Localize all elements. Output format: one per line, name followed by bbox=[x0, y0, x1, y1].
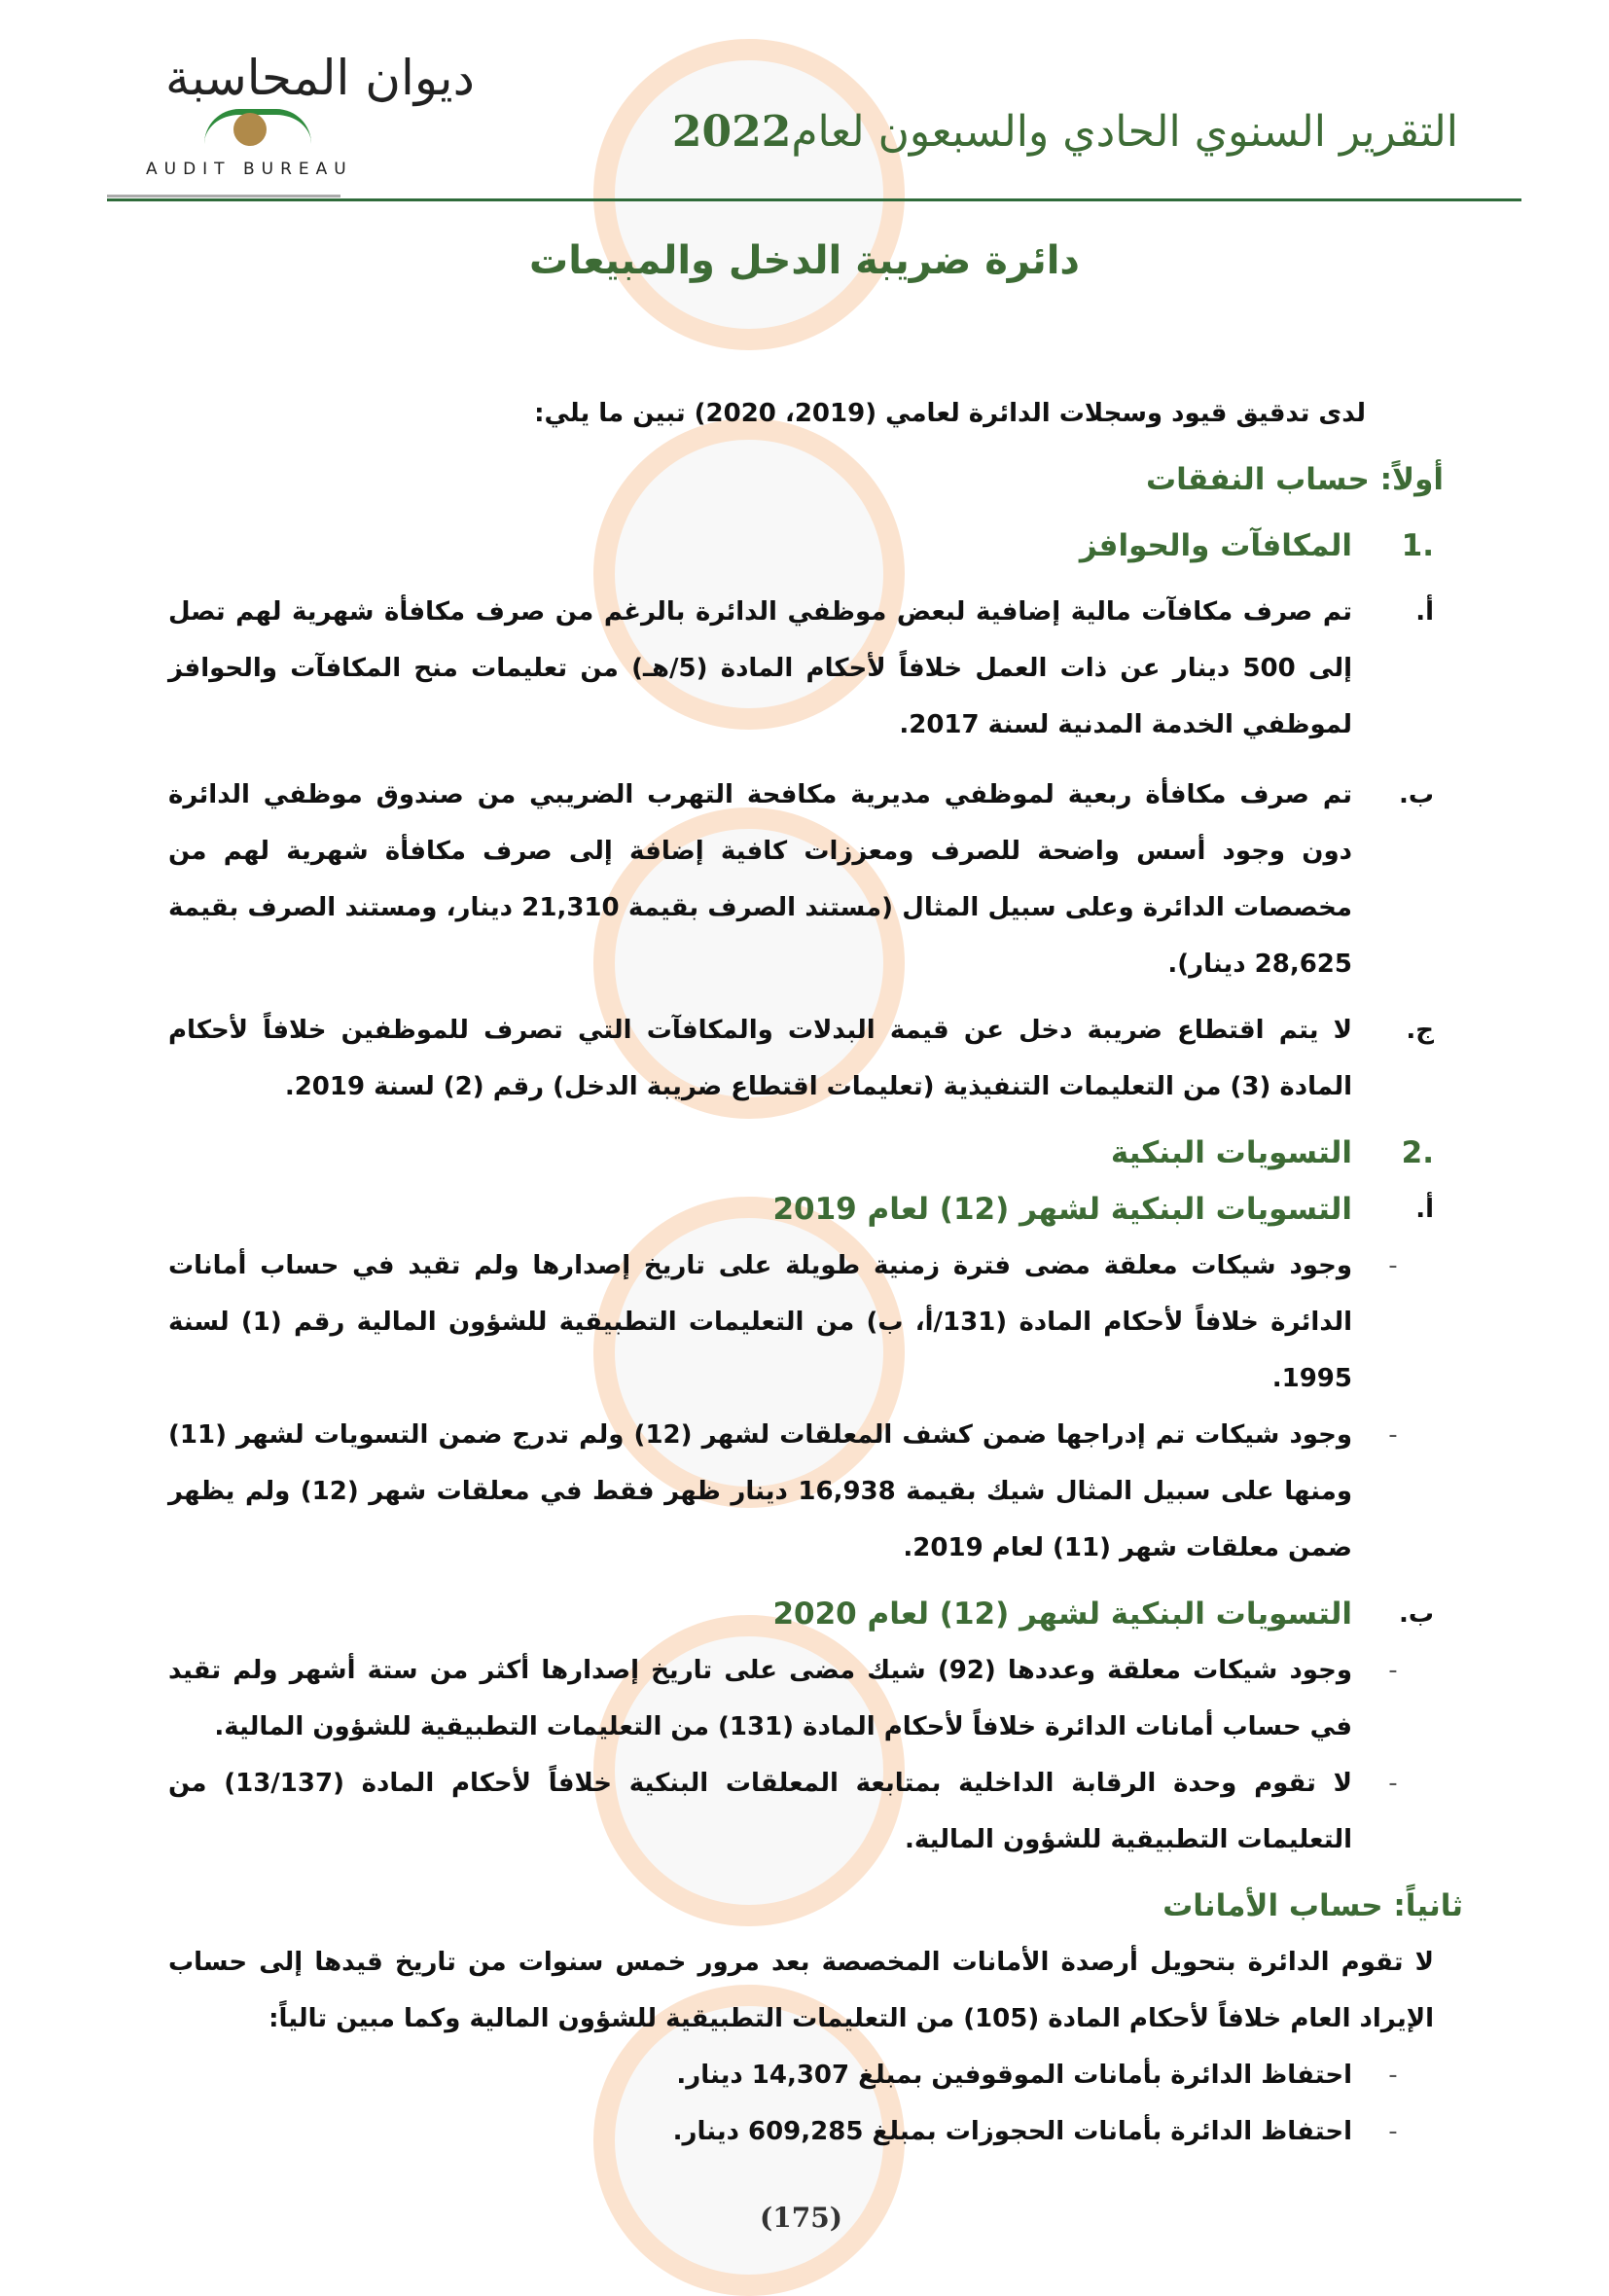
bullet-text: احتفاظ الدائرة بأمانات الموقوفين بمبلغ 14,307 دينار. bbox=[676, 2061, 1352, 2090]
section-title: دائرة ضريبة الدخل والمبيعات bbox=[529, 238, 1080, 283]
sub2-heading bbox=[168, 1125, 1434, 1181]
bullet-text: وجود شيكات معلقة مضى فترة زمنية طويلة على تاريخ إصدارها ولم تقيد في حساب أمانات الدائرة خلافاً لأحكام المادة (131/أ، ب) من التعليمات التطبيقية للشؤون المالية رقم (1) لسنة 1995. bbox=[168, 1251, 1353, 1393]
logo-seal bbox=[233, 113, 267, 146]
dash-marker: - bbox=[1388, 2061, 1398, 2090]
bullet-text: وجود شيكات تم إدراجها ضمن كشف المعلقات لشهر (12) ولم تدرج ضمن التسويات لشهر (11) ومنها على سبيل المثال شيك بقيمة 16,938 دينار ظهر فقط في معلقات شهر (12) ولم يظهر ضمن معلقات شهر (11) لعام 2019. bbox=[168, 1420, 1353, 1562]
dash-marker: - bbox=[1388, 1420, 1398, 1450]
bullet bbox=[168, 1755, 1434, 1868]
sub2a-label: أ. bbox=[1415, 1195, 1434, 1224]
sub2a-heading bbox=[168, 1181, 1434, 1238]
bullet bbox=[168, 1642, 1434, 1755]
dash-marker: - bbox=[1388, 1656, 1398, 1685]
part2-heading: ثانياً: حساب الأمانات bbox=[1162, 1888, 1463, 1923]
sub2-number: .2 bbox=[1401, 1135, 1434, 1170]
dash-marker: - bbox=[1388, 1769, 1398, 1798]
sub1-heading bbox=[168, 518, 1434, 574]
item-label: أ. bbox=[1415, 597, 1434, 627]
sub2b-label: ب. bbox=[1398, 1599, 1434, 1629]
item-text: تم صرف مكافآت مالية إضافية لبعض موظفي الدائرة بالرغم من صرف مكافأة شهرية لهم تصل إلى 500 دينار عن ذات العمل خلافاً لأحكام المادة (5/هـ) من تعليمات منح المكافآت والحوافز لموظفي الخدمة المدنية لسنة 2017. bbox=[168, 597, 1353, 739]
item-a bbox=[168, 584, 1434, 753]
report-title-text: التقرير السنوي الحادي والسبعون لعام bbox=[791, 107, 1458, 157]
intro: لدى تدقيق قيود وسجلات الدائرة لعامي (2019، 2020) تبين ما يلي: bbox=[534, 399, 1366, 428]
document-body bbox=[168, 385, 1463, 2238]
audit-bureau-logo bbox=[146, 49, 475, 190]
sub2a-title: التسويات البنكية لشهر (12) لعام 2019 bbox=[772, 1192, 1352, 1227]
dash-marker: - bbox=[1388, 2117, 1398, 2146]
watermark-clock-icon bbox=[593, 39, 905, 350]
header-divider bbox=[107, 198, 1521, 201]
logo-arabic: ديوان المحاسبة bbox=[165, 50, 475, 106]
sub2b-title: التسويات البنكية لشهر (12) لعام 2020 bbox=[772, 1596, 1352, 1632]
item-text: تم صرف مكافأة ربعية لموظفي مديرية مكافحة التهرب الضريبي من صندوق موظفي الدائرة دون وجود أسس واضحة للصرف ومعززات كافية إضافة إلى صرف مكافأة شهرية لهم من مخصصات الدائرة وعلى سبيل المثال (مستند الصرف بقيمة 21,310 دينار، ومستند الصرف بقيمة 28,625 دينار). bbox=[168, 780, 1353, 979]
sub1-title: المكافآت والحوافز bbox=[1079, 528, 1352, 563]
sub2b-heading bbox=[168, 1586, 1434, 1642]
logo-english: AUDIT BUREAU bbox=[146, 160, 353, 179]
sub1-number: .1 bbox=[1401, 528, 1434, 563]
report-title bbox=[672, 107, 1458, 157]
sub2-title: التسويات البنكية bbox=[1110, 1135, 1352, 1170]
item-label: ج. bbox=[1406, 1016, 1434, 1045]
bullet bbox=[168, 1238, 1434, 1407]
header-divider-accent bbox=[107, 195, 340, 197]
part2-text: لا تقوم الدائرة بتحويل أرصدة الأمانات المخصصة بعد مرور خمس سنوات من تاريخ قيدها إلى حساب الإيراد العام خلافاً لأحكام المادة (105) من التعليمات التطبيقية للشؤون المالية وكما مبين تالياً: bbox=[168, 1948, 1434, 2033]
dash-marker: - bbox=[1388, 1251, 1398, 1280]
bullet-text: لا تقوم وحدة الرقابة الداخلية بمتابعة المعلقات البنكية خلافاً لأحكام المادة (13/137) من التعليمات التطبيقية للشؤون المالية. bbox=[168, 1769, 1352, 1854]
item-text: لا يتم اقتطاع ضريبة دخل عن قيمة البدلات والمكافآت التي تصرف للموظفين خلافاً لأحكام المادة (3) من التعليمات التنفيذية (تعليمات اقتطاع ضريبة الدخل) رقم (2) لسنة 2019. bbox=[168, 1016, 1352, 1101]
report-year: 2022 bbox=[671, 107, 792, 157]
bullet-text: وجود شيكات معلقة وعددها (92) شيك مضى على تاريخ إصدارها أكثر من ستة أشهر ولم تقيد في حساب أمانات الدائرة خلافاً لأحكام المادة (131) من التعليمات التطبيقية للشؤون المالية. bbox=[168, 1656, 1353, 1741]
item-b bbox=[168, 767, 1434, 992]
bullet bbox=[168, 2047, 1434, 2103]
bullet bbox=[168, 1407, 1434, 1576]
part1-heading: أولاً: حساب النفقات bbox=[1146, 462, 1444, 497]
item-j bbox=[168, 1002, 1434, 1115]
bullet bbox=[168, 2103, 1434, 2160]
page-number: (175) bbox=[760, 2202, 842, 2234]
bullet-text: احتفاظ الدائرة بأمانات الحجوزات بمبلغ 609,285 دينار. bbox=[672, 2117, 1352, 2146]
item-label: ب. bbox=[1398, 780, 1434, 809]
